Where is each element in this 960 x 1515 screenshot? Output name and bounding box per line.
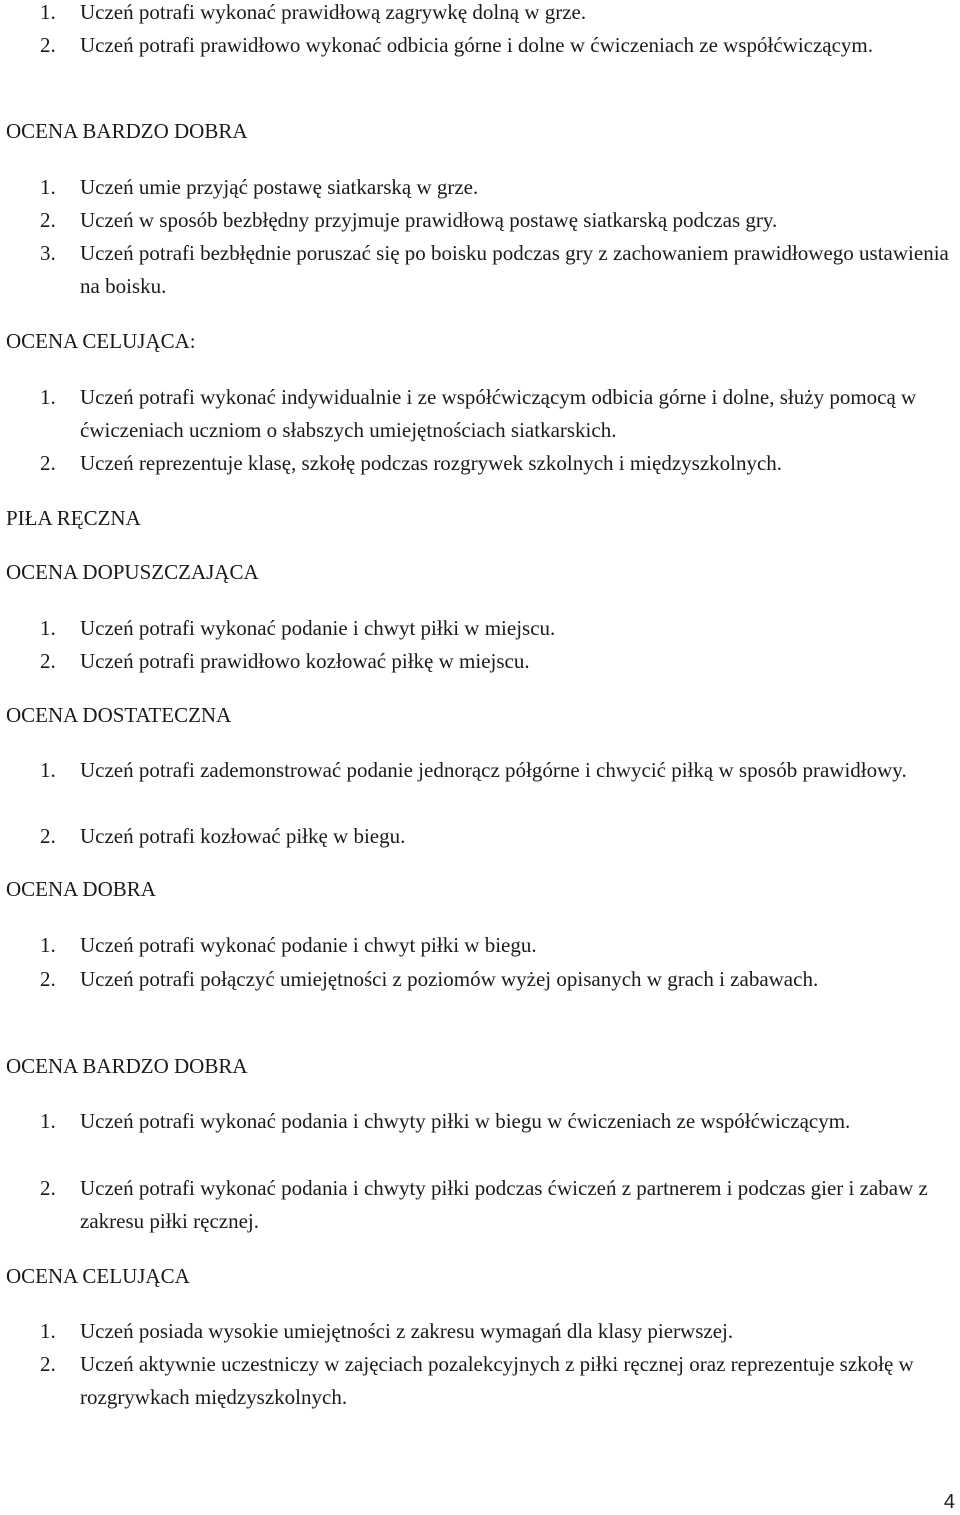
- list-item-number: 1.: [40, 1109, 56, 1133]
- list-item-number: 2.: [40, 33, 56, 57]
- list-item-text: Uczeń potrafi wykonać podanie i chwyt piłki w miejscu.: [80, 616, 556, 640]
- section-heading: OCENA DOSTATECZNA: [6, 703, 232, 727]
- list-item-number: 2.: [40, 967, 56, 991]
- list-item-number: 1.: [40, 616, 56, 640]
- list-item-number: 1.: [40, 758, 56, 782]
- list-item-text: Uczeń umie przyjąć postawę siatkarską w grze.: [80, 175, 479, 199]
- list-item-text: Uczeń posiada wysokie umiejętności z zakresu wymagań dla klasy pierwszej.: [80, 1319, 734, 1343]
- list-item-text: Uczeń potrafi wykonać indywidualnie i ze współćwiczącym odbicia górne i dolne, służy pomocą w ćwiczeniach uczniom o słabszych umiejętnościach siatkarskich.: [80, 385, 917, 442]
- section-heading: OCENA BARDZO DOBRA: [6, 1054, 248, 1078]
- list-item-number: 1.: [40, 385, 56, 409]
- list-item-number: 1.: [40, 933, 56, 957]
- list-item-number: 2.: [40, 208, 56, 232]
- list-item-number: 2.: [40, 824, 56, 848]
- list-item-number: 2.: [40, 1352, 56, 1376]
- list-item-text: Uczeń potrafi zademonstrować podanie jednorącz półgórne i chwycić piłką w sposób prawidłowy.: [80, 758, 907, 782]
- list-item-number: 1.: [40, 0, 56, 24]
- list-item-text: Uczeń potrafi połączyć umiejętności z poziomów wyżej opisanych w grach i zabawach.: [80, 967, 819, 991]
- list-item-number: 2.: [40, 451, 56, 475]
- list-item-text: Uczeń aktywnie uczestniczy w zajęciach pozalekcyjnych z piłki ręcznej oraz reprezentuje szkołę w rozgrywkach międzyszkolnych.: [80, 1352, 914, 1409]
- list-item-text: Uczeń potrafi wykonać podania i chwyty piłki podczas ćwiczeń z partnerem i podczas gier i zabaw z zakresu piłki ręcznej.: [80, 1176, 928, 1233]
- section-heading: OCENA DOBRA: [6, 877, 156, 901]
- list-item-text: Uczeń potrafi wykonać podanie i chwyt piłki w biegu.: [80, 933, 537, 957]
- list-item-text: Uczeń potrafi wykonać podania i chwyty piłki w biegu w ćwiczeniach ze współćwiczącym.: [80, 1109, 851, 1133]
- list-item-number: 2.: [40, 649, 56, 673]
- list-item-text: Uczeń potrafi prawidłowo kozłować piłkę w miejscu.: [80, 649, 530, 673]
- list-item-number: 3.: [40, 241, 56, 265]
- list-item-number: 2.: [40, 1176, 56, 1200]
- page-number: 4: [943, 1491, 955, 1513]
- section-heading: OCENA CELUJĄCA:: [6, 329, 196, 353]
- list-item-number: 1.: [40, 1319, 56, 1343]
- list-item-text: Uczeń potrafi bezbłędnie poruszać się po boisku podczas gry z zachowaniem prawidłowego ustawienia na boisku.: [80, 241, 949, 298]
- subject-title: PIŁA RĘCZNA: [6, 506, 141, 530]
- list-item-text: Uczeń w sposób bezbłędny przyjmuje prawidłową postawę siatkarską podczas gry.: [80, 208, 778, 232]
- list-item-text: Uczeń reprezentuje klasę, szkołę podczas rozgrywek szkolnych i międzyszkolnych.: [80, 451, 783, 475]
- list-item-text: Uczeń potrafi kozłować piłkę w biegu.: [80, 824, 406, 848]
- list-item-text: Uczeń potrafi prawidłowo wykonać odbicia górne i dolne w ćwiczeniach ze współćwiczącym.: [80, 33, 874, 57]
- section-heading: OCENA CELUJĄCA: [6, 1264, 190, 1288]
- list-item-number: 1.: [40, 175, 56, 199]
- section-heading: OCENA DOPUSZCZAJĄCA: [6, 560, 259, 584]
- section-heading: OCENA BARDZO DOBRA: [6, 119, 248, 143]
- list-item-text: Uczeń potrafi wykonać prawidłową zagrywkę dolną w grze.: [80, 0, 587, 24]
